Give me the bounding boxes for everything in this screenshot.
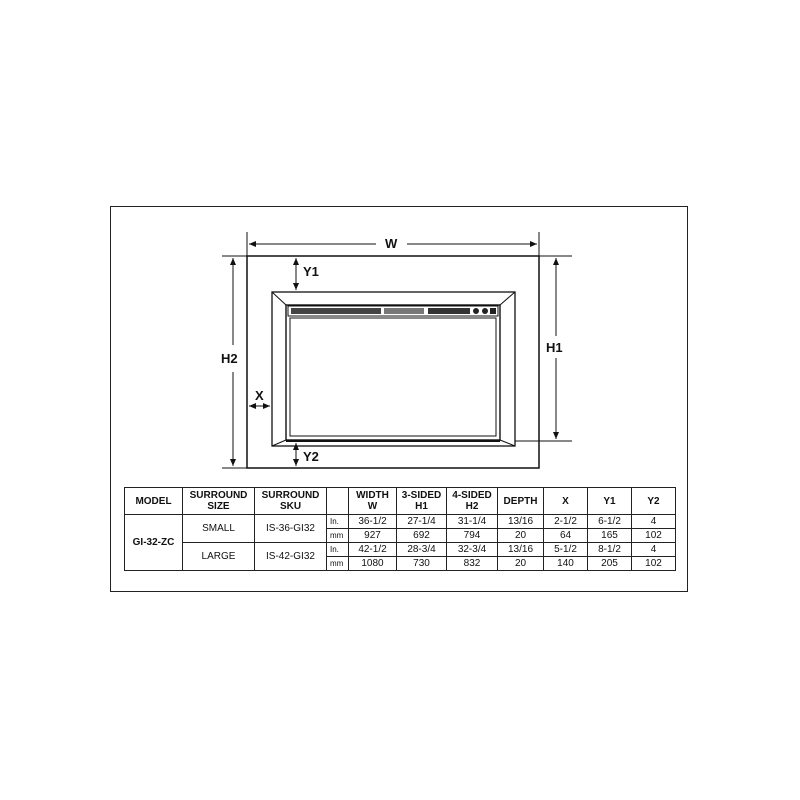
- header-unit: [327, 488, 349, 515]
- header-surround-size: SURROUND SIZE: [183, 488, 255, 515]
- header-3-sided: 3-SIDED H1: [397, 488, 447, 515]
- y1-cell: 165: [588, 529, 632, 543]
- header-y1: Y1: [588, 488, 632, 515]
- header-x: X: [544, 488, 588, 515]
- unit-cell: In.: [327, 515, 349, 529]
- surround-size-cell: SMALL: [183, 515, 255, 543]
- y1-cell: 8-1/2: [588, 543, 632, 557]
- h2-cell: 794: [447, 529, 498, 543]
- x-cell: 140: [544, 557, 588, 571]
- x-cell: 5-1/2: [544, 543, 588, 557]
- control-panel-strip: [288, 306, 498, 316]
- y1-cell: 6-1/2: [588, 515, 632, 529]
- table-row: [125, 543, 676, 557]
- model-cell: GI-32-ZC: [125, 515, 183, 571]
- header-width: WIDTH W: [349, 488, 397, 515]
- header-surround-sku: SURROUND SKU: [255, 488, 327, 515]
- x-cell: 64: [544, 529, 588, 543]
- h1-cell: 27-1/4: [397, 515, 447, 529]
- width-cell: 927: [349, 529, 397, 543]
- width-cell: 1080: [349, 557, 397, 571]
- unit-cell: mm: [327, 557, 349, 571]
- depth-cell: 13/16: [498, 515, 544, 529]
- h2-cell: 832: [447, 557, 498, 571]
- depth-cell: 13/16: [498, 543, 544, 557]
- y1-cell: 205: [588, 557, 632, 571]
- h2-cell: 31-1/4: [447, 515, 498, 529]
- x-cell: 2-1/2: [544, 515, 588, 529]
- header-4-sided: 4-SIDED H2: [447, 488, 498, 515]
- dimension-label-h2: H2: [221, 351, 238, 366]
- depth-cell: 20: [498, 557, 544, 571]
- dimension-label-y2: Y2: [303, 449, 319, 464]
- depth-cell: 20: [498, 529, 544, 543]
- h1-cell: 730: [397, 557, 447, 571]
- table-header-row: [125, 488, 676, 515]
- dimension-label-y1: Y1: [303, 264, 319, 279]
- header-depth: DEPTH: [498, 488, 544, 515]
- unit-cell: mm: [327, 529, 349, 543]
- table-row: [125, 515, 676, 529]
- header-y2: Y2: [632, 488, 676, 515]
- width-cell: 42-1/2: [349, 543, 397, 557]
- specification-table: [124, 487, 676, 571]
- surround-size-cell: LARGE: [183, 543, 255, 571]
- dimension-label-h1: H1: [546, 340, 563, 355]
- width-cell: 36-1/2: [349, 515, 397, 529]
- h2-cell: 32-3/4: [447, 543, 498, 557]
- dimension-label-w: W: [385, 236, 398, 251]
- y2-cell: 4: [632, 543, 676, 557]
- unit-cell: In.: [327, 543, 349, 557]
- dimension-label-x: X: [255, 388, 264, 403]
- y2-cell: 102: [632, 529, 676, 543]
- firebox-opening: [286, 305, 500, 440]
- y2-cell: 102: [632, 557, 676, 571]
- y2-cell: 4: [632, 515, 676, 529]
- h1-cell: 28-3/4: [397, 543, 447, 557]
- h1-cell: 692: [397, 529, 447, 543]
- surround-sku-cell: IS-36-GI32: [255, 515, 327, 543]
- header-model: MODEL: [125, 488, 183, 515]
- surround-sku-cell: IS-42-GI32: [255, 543, 327, 571]
